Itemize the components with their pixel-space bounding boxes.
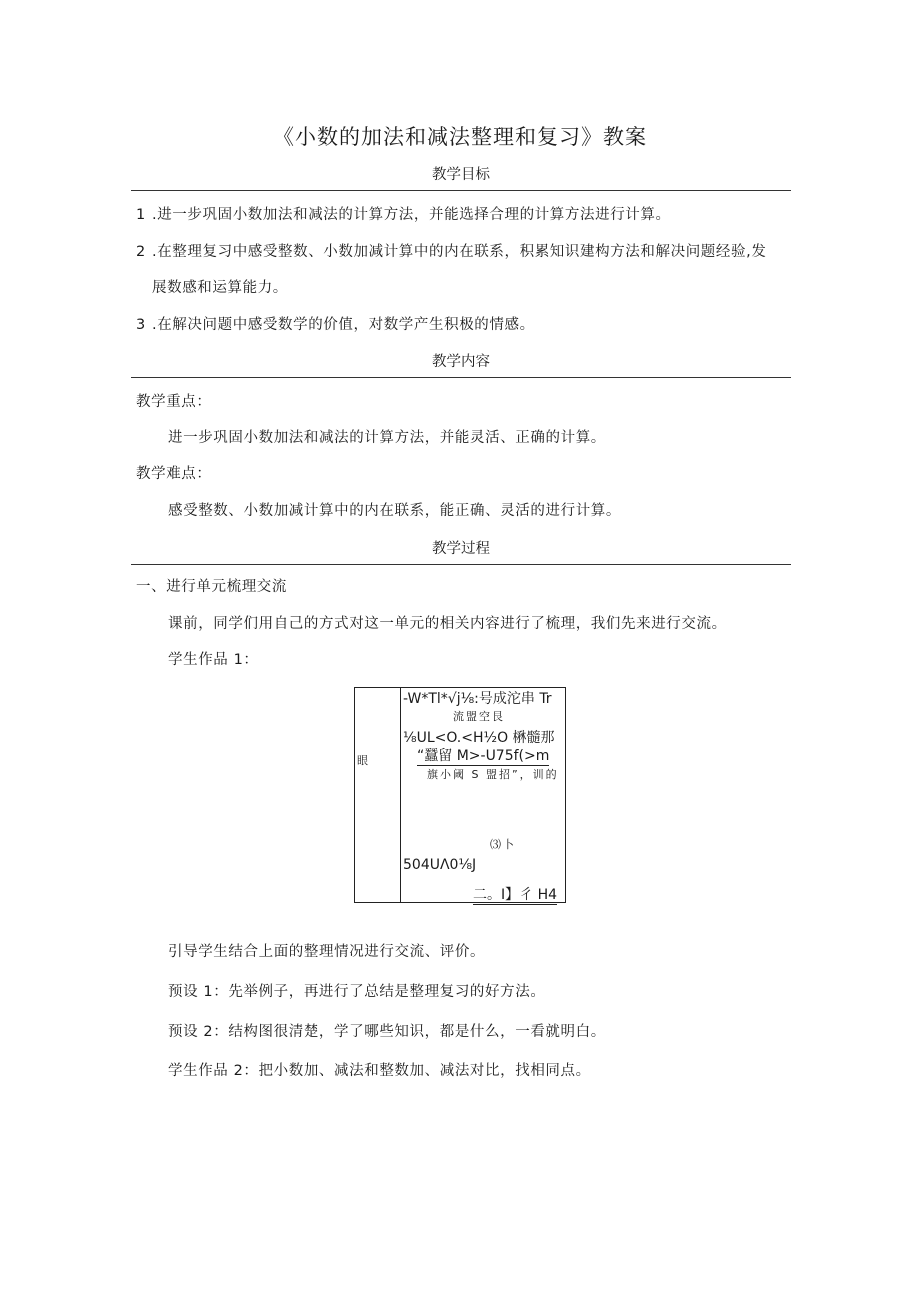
figure-left-column bbox=[355, 688, 401, 902]
figure-left-label: 眼 bbox=[357, 754, 368, 767]
goal-number: 3 bbox=[136, 317, 146, 333]
figure-line: 旗小阈 S 盟招”，训的 bbox=[427, 768, 559, 781]
preset-2: 预设 2：结构图很清楚，学了哪些知识，都是什么，一看就明白。 bbox=[168, 1024, 606, 1040]
figure-line: 504UΛ0⅛J bbox=[403, 857, 477, 873]
figure-line: “蠶留 M>-U75f(>m bbox=[417, 745, 549, 766]
goal-text: .在整理复习中感受整数、小数加减计算中的内在联系，积累知识建构方法和解决问题经验,发 bbox=[152, 244, 767, 260]
goal-item-2 bbox=[136, 240, 766, 261]
student-work-1-image bbox=[354, 687, 566, 903]
guide-paragraph: 引导学生结合上面的整理情况进行交流、评价。 bbox=[168, 944, 486, 960]
goal-text: .进一步巩固小数加法和减法的计算方法，并能选择合理的计算方法进行计算。 bbox=[152, 207, 671, 223]
goal-number: 1 bbox=[136, 207, 146, 223]
key-point-text: 进一步巩固小数加法和减法的计算方法，并能灵活、正确的计算。 bbox=[168, 430, 606, 446]
figure-line: -W*Tl*√j⅛:号成沱串 Tr bbox=[403, 691, 552, 707]
document-title: 《小数的加法和减法整理和复习》教案 bbox=[273, 125, 647, 149]
goal-text: .在解决问题中感受数学的价值，对数学产生积极的情感。 bbox=[152, 317, 535, 333]
goal-item-1 bbox=[136, 203, 671, 224]
intro-paragraph: 课前，同学们用自己的方式对这一单元的相关内容进行了梳理，我们先来进行交流。 bbox=[168, 616, 727, 632]
goal-item-3 bbox=[136, 313, 535, 334]
difficulty-text: 感受整数、小数加减计算中的内在联系，能正确、灵活的进行计算。 bbox=[168, 503, 621, 519]
figure-line: ⅛UL<O.<H½O 楙髓那 bbox=[403, 730, 555, 746]
figure-line: 流盟空艮 bbox=[453, 710, 505, 723]
student-work-2: 学生作品 2：把小数加、减法和整数加、减法对比，找相同点。 bbox=[168, 1063, 591, 1079]
section-heading-content: 教学内容 bbox=[131, 350, 791, 378]
preset-1: 预设 1：先举例子，再进行了总结是整理复习的好方法。 bbox=[168, 984, 546, 1000]
goal-item-2-continuation: 展数感和运算能力。 bbox=[152, 280, 288, 296]
difficulty-label: 教学难点： bbox=[136, 466, 212, 482]
figure-line: ⑶卜 bbox=[490, 838, 516, 851]
student-work-1-label: 学生作品 1： bbox=[168, 652, 259, 668]
key-point-label: 教学重点： bbox=[136, 394, 212, 410]
goal-number: 2 bbox=[136, 244, 146, 260]
figure-line: 二。I】彳 H4 bbox=[473, 884, 557, 905]
section-heading-process: 教学过程 bbox=[131, 537, 791, 565]
section-heading-goals: 教学目标 bbox=[131, 163, 791, 191]
part1-heading: 一、进行单元梳理交流 bbox=[136, 579, 287, 595]
